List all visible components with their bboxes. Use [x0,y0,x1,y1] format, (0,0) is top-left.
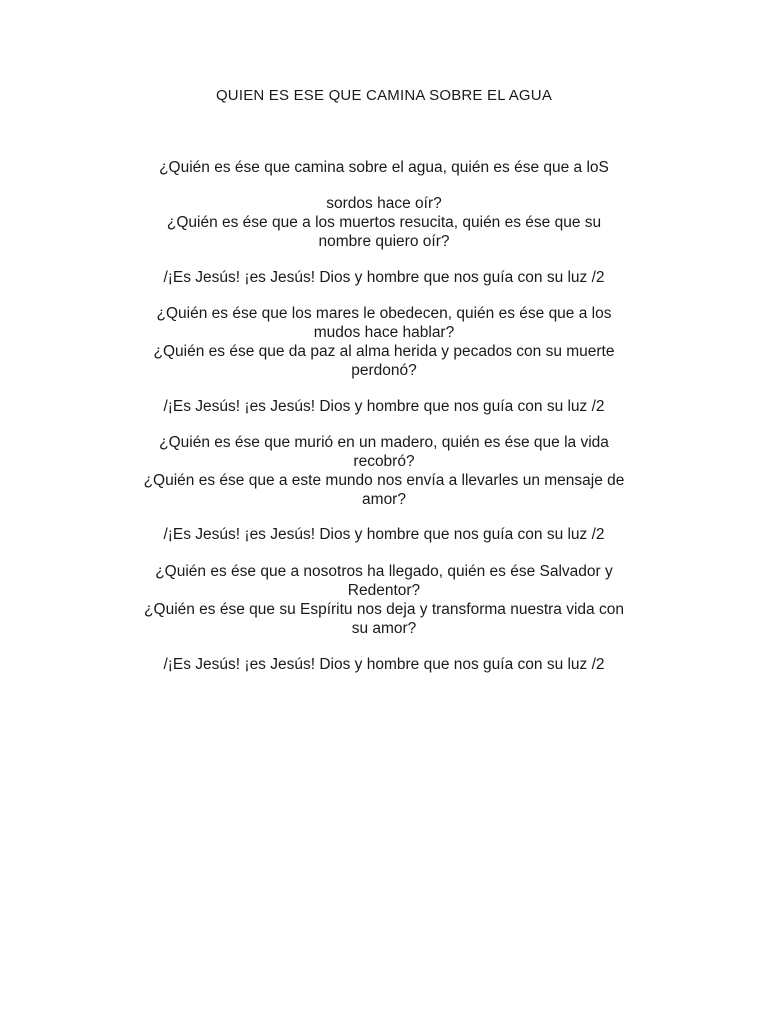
chorus-line: /¡Es Jesús! ¡es Jesús! Dios y hombre que nos guía con su luz /2 [163,526,605,543]
stanza-4 [100,433,668,509]
chorus-2 [100,397,668,416]
stanza-line: amor? [362,491,406,508]
stanza-line: ¿Quién es ése que murió en un madero, quién es ése que la vida [159,434,609,451]
chorus-line: /¡Es Jesús! ¡es Jesús! Dios y hombre que nos guía con su luz /2 [163,398,605,415]
stanza-5 [100,562,668,638]
stanza-line: ¿Quién es ése que da paz al alma herida y pecados con su muerte [153,343,615,360]
stanza-line: nombre quiero oír? [318,233,450,250]
stanza-3 [100,304,668,380]
stanza-line: ¿Quién es ése que a los muertos resucita, quién es ése que su [166,214,602,231]
stanza-line: perdonó? [351,362,417,379]
stanza-line: ¿Quién es ése que a este mundo nos envía a llevarles un mensaje de [143,472,625,489]
stanza-line: ¿Quién es ése que su Espíritu nos deja y transforma nuestra vida con [144,601,624,618]
page-title: QUIEN ES ESE QUE CAMINA SOBRE EL AGUA [215,87,553,104]
stanza-line: ¿Quién es ése que camina sobre el agua, quién es ése que a loS [159,159,609,176]
stanza-line: su amor? [351,620,417,637]
chorus-3 [100,525,668,544]
stanza-line: mudos hace hablar? [313,324,455,341]
stanza-line: ¿Quién es ése que los mares le obedecen, quién es ése que a los [156,305,612,322]
chorus-1 [100,268,668,287]
stanza-2 [100,194,668,251]
chorus-4 [100,655,668,674]
stanza-line: ¿Quién es ése que a nosotros ha llegado, quién es ése Salvador y [155,563,613,580]
chorus-line: /¡Es Jesús! ¡es Jesús! Dios y hombre que nos guía con su luz /2 [163,656,605,673]
stanza-1 [100,158,668,177]
stanza-line: sordos hace oír? [326,195,442,212]
chorus-line: /¡Es Jesús! ¡es Jesús! Dios y hombre que nos guía con su luz /2 [163,269,605,286]
stanza-line: Redentor? [347,582,421,599]
stanza-line: recobró? [353,453,415,470]
